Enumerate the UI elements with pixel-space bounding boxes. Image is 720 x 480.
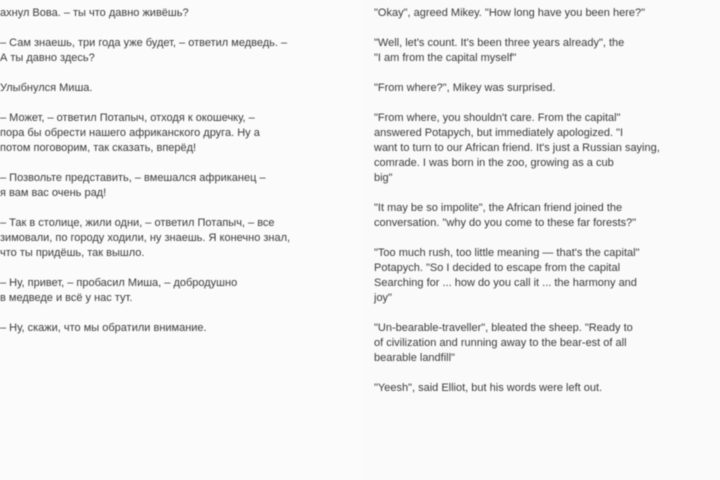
text-line: "It may be so impolite", the African friend joined the <box>374 202 623 214</box>
text-paragraph <box>374 246 720 306</box>
text-paragraph <box>374 6 720 21</box>
text-line: Potapych. "So I decided to escape from the capital <box>374 262 621 274</box>
text-line: – Так в столице, жили одни, – ответил Потапыч, – все <box>0 217 275 229</box>
text-paragraph <box>374 36 720 66</box>
english-text-column <box>364 0 720 480</box>
text-paragraph <box>0 321 356 336</box>
text-line: "Too much rush, too little meaning — that's the capital" <box>374 247 640 259</box>
text-line: – Ну, привет, – пробасил Миша, – добродушно <box>0 277 238 289</box>
text-line: bearable landfill" <box>374 352 455 364</box>
text-line: А ты давно здесь? <box>0 52 95 64</box>
text-paragraph <box>0 216 356 261</box>
text-line: joy" <box>374 292 392 304</box>
text-line: Searching for ... how do you call it ... the harmony and <box>374 277 637 289</box>
text-line: – Позвольте представить, – вмешался африканец – <box>0 172 266 184</box>
text-paragraph <box>0 81 356 96</box>
text-line: "From where?", Mikey was surprised. <box>374 82 556 94</box>
text-line: что ты придёшь, так вышло. <box>0 247 145 259</box>
text-paragraph <box>0 6 356 21</box>
text-paragraph <box>374 111 720 186</box>
text-line: – Ну, скажи, что мы обратили внимание. <box>0 322 207 334</box>
text-paragraph <box>374 381 720 396</box>
text-line: потом поговорим, так сказать, вперёд! <box>0 142 197 154</box>
text-line: want to turn to our African friend. It's just a Russian saying, <box>374 142 660 154</box>
text-line: пора бы обрести нашего африканского друга. Ну а <box>0 127 260 139</box>
text-line: comrade. I was born in the zoo, growing as a cub <box>374 157 614 169</box>
text-line: "I am from the capital myself" <box>374 52 517 64</box>
text-line: в медведе и всё у нас тут. <box>0 292 133 304</box>
text-line: ахнул Вова. – ты что давно живёшь? <box>0 7 189 19</box>
text-line: зимовали, по городу ходили, ну знаешь. Я конечно знал, <box>0 232 291 244</box>
text-paragraph <box>374 201 720 231</box>
text-line: answered Potapych, but immediately apologized. "I <box>374 127 624 139</box>
text-line: conversation. "why do you come to these far forests?" <box>374 217 637 229</box>
text-paragraph <box>0 36 356 66</box>
text-line: – Сам знаешь, три года уже будет, – ответил медведь. – <box>0 37 288 49</box>
text-line: "Yeesh", said Elliot, but his words were left out. <box>374 382 603 394</box>
text-line: of civilization and running away to the bear-est of all <box>374 337 627 349</box>
text-paragraph <box>374 81 720 96</box>
text-line: "From where, you shouldn't care. From the capital" <box>374 112 621 124</box>
text-paragraph <box>0 276 356 306</box>
text-paragraph <box>374 321 720 366</box>
text-paragraph <box>0 111 356 156</box>
text-line: – Может, – ответил Потапыч, отходя к окошечку, – <box>0 112 255 124</box>
text-paragraph <box>0 171 356 201</box>
text-line: "Well, let's count. It's been three years already", the <box>374 37 625 49</box>
text-line: big" <box>374 172 393 184</box>
text-line: Улыбнулся Миша. <box>0 82 93 94</box>
text-line: "Un-bearable-traveller", bleated the sheep. "Ready to <box>374 322 633 334</box>
text-line: "Okay", agreed Mikey. "How long have you been here?" <box>374 7 646 19</box>
text-line: я вам вас очень рад! <box>0 187 107 199</box>
